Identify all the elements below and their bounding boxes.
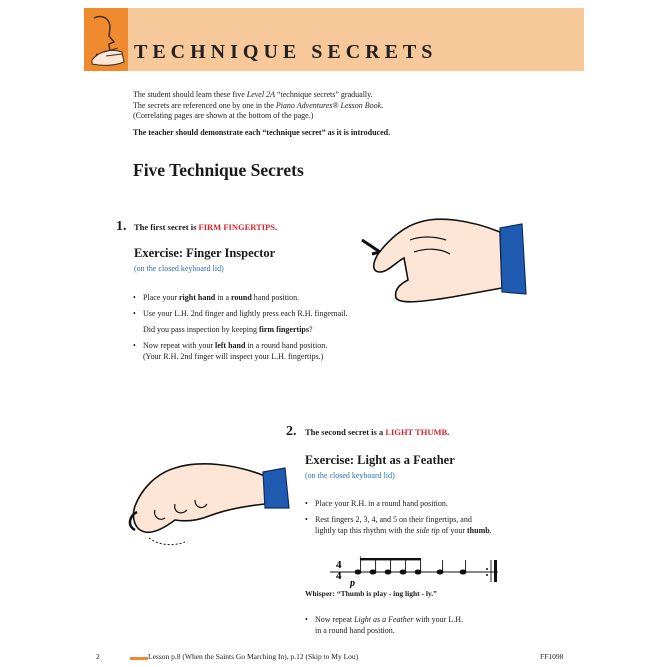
note: [355, 570, 361, 574]
secret-1-heading: The first secret is FIRM FINGERTIPS.: [134, 222, 278, 232]
rhythm-notation: [330, 548, 510, 588]
secret-2-heading: The second secret is a LIGHT THUMB.: [305, 427, 450, 437]
exercise-2-repeat: [305, 614, 565, 641]
note: [370, 570, 376, 574]
exercise-2-subtitle: (on the closed keyboard lid): [305, 471, 395, 480]
list-item: • Place your R.H. in a round hand position.: [305, 498, 565, 509]
note: [460, 570, 466, 574]
secret-1-number: 1.: [116, 219, 127, 234]
teacher-note: The teacher should demonstrate each “technique secret” as it is introduced.: [133, 127, 391, 137]
svg-text:4: 4: [336, 570, 342, 582]
lesson-reference: Lesson p.8 (When the Saints Go Marching In), p.12 (Skip to My Lou): [148, 652, 359, 661]
note: [400, 570, 406, 574]
intro-text: The student should learn these five Level 2A “technique secrets” gradually. The secrets are referenced one by one in the Piano Adventures® Lesson Book. (Correlating pages are shown at the bottom of the page.) The teacher should demonstrate each “technique secret” as it is introduced.: [133, 90, 513, 138]
beam: [360, 558, 421, 560]
section-title: Five Technique Secrets: [133, 160, 304, 180]
note: [437, 570, 443, 574]
footer-accent: [130, 657, 148, 660]
list-item: • Now repeat with your left hand in a round hand position. (Your R.H. 2nd finger will inspect your L.H. fingertips.): [133, 340, 433, 362]
inspection-question: Did you pass inspection by keeping firm fingertips?: [143, 325, 313, 334]
list-item: • Rest fingers 2, 3, 4, and 5 on their fingertips, and lightly tap this rhythm with the side tip of your thumb.: [305, 514, 565, 536]
note: [415, 570, 421, 574]
list-item: • Now repeat Light as a Feather with your L.H. in a round hand position.: [305, 614, 565, 636]
light-thumb-hand-illustration: [115, 450, 295, 560]
page-header-title: TECHNIQUE SECRETS: [134, 41, 438, 63]
book-code: FF1098: [540, 652, 564, 661]
sleeve: [500, 224, 526, 294]
exercise-2-steps: [305, 498, 565, 541]
whisper-hand-icon: [84, 8, 128, 71]
secret-2-number: 2.: [286, 424, 297, 439]
exercise-2-title: Exercise: Light as a Feather: [305, 453, 455, 467]
svg-text:p: p: [350, 578, 355, 588]
whisper-lyrics: Whisper: “Thumb is play - ing light - ly.”: [305, 589, 437, 598]
dotted-finger-outline: [149, 538, 185, 545]
exercise-1-subtitle: (on the closed keyboard lid): [134, 264, 224, 273]
finger-inspector-hand-illustration: [350, 210, 530, 310]
svg-text:4: 4: [336, 559, 342, 571]
final-barline: [494, 560, 497, 582]
list-item: • Place your right hand in a round hand position.: [133, 292, 433, 303]
list-item: • Use your L.H. 2nd finger and lightly press each R.H. fingernail.: [133, 308, 433, 319]
page-number: 2: [96, 652, 100, 661]
exercise-1-title: Exercise: Finger Inspector: [134, 246, 276, 260]
sleeve: [263, 468, 289, 508]
arrow-icon: [362, 240, 380, 254]
note: [385, 570, 391, 574]
